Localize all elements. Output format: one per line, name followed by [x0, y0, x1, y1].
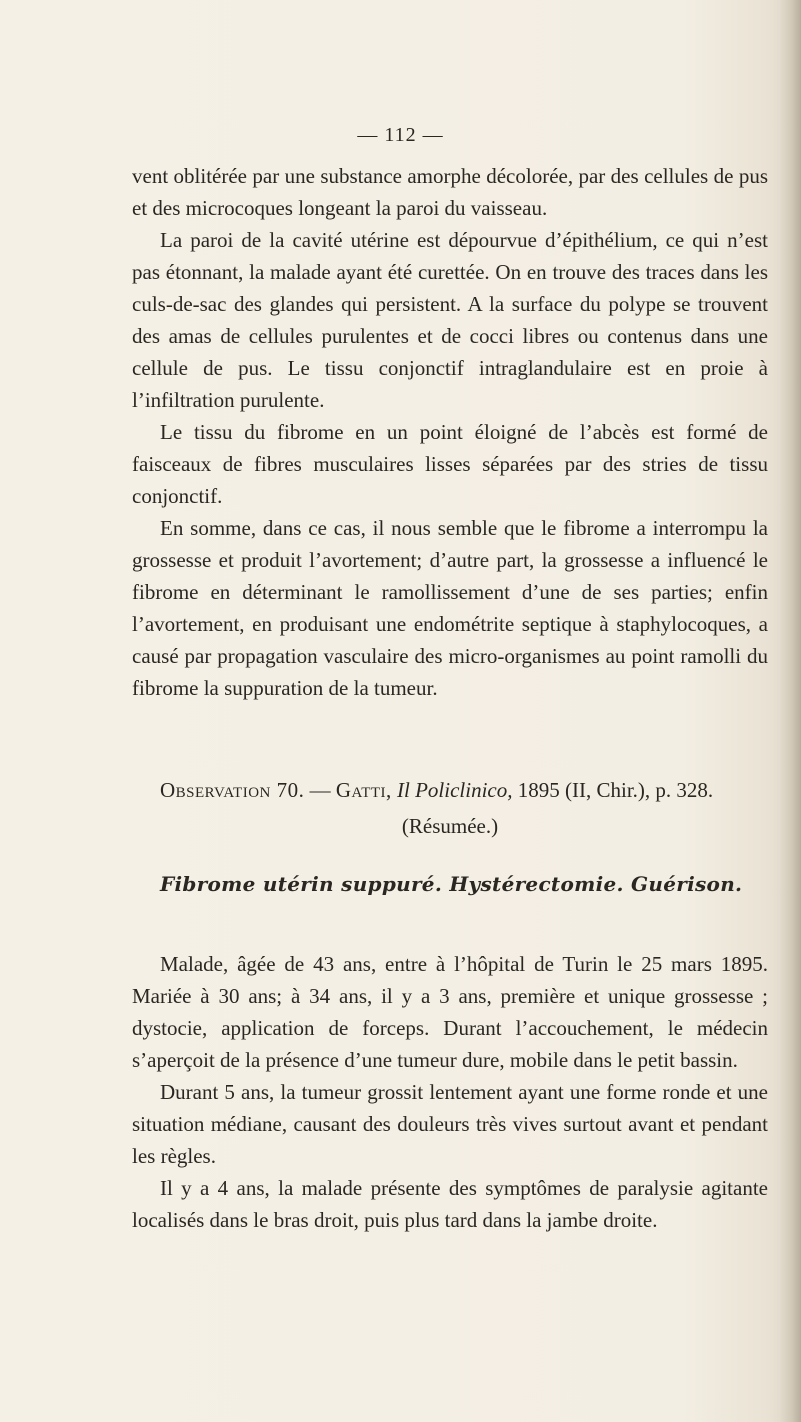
paragraph: Il y a 4 ans, la malade présente des symptômes de paralysie agitante localisés dans le bras droit, puis plus tard dans la jambe droite.: [132, 1176, 768, 1232]
page-number: — 112 —: [357, 124, 444, 146]
paragraph: Le tissu du fibrome en un point éloigné de l’abcès est formé de faisceaux de fibres musculaires lisses séparées par des stries de tissu conjonctif.: [132, 420, 768, 508]
paragraph: La paroi de la cavité utérine est dépourvue d’épithélium, ce qui n’est pas étonnant, la malade ayant été curettée. On en trouve des traces dans les culs-de-sac des glandes qui persistent. A la surface du polype se trouvent des amas de cellules purulentes et de cocci libres ou contenus dans une cellule de pus. Le tissu conjonctif intraglandulaire est en proie à l’infiltration purulente.: [132, 228, 768, 412]
case-title: Fibrome utérin suppuré. Hystérectomie. Guérison.: [160, 872, 743, 896]
continuation-text: [132, 160, 768, 704]
observation-dash: —: [304, 778, 336, 802]
observation-reference-line: [132, 774, 768, 806]
paragraph-continued: vent oblitérée par une substance amorphe décolorée, par des cellules de pus et des microcoques longeant la paroi du vaisseau.: [132, 164, 768, 220]
observation-label: Observation 70.: [160, 778, 305, 802]
paragraph: Durant 5 ans, la tumeur grossit lentement ayant une forme ronde et une situation médiane, causant des douleurs très vives surtout avant et pendant les règles.: [132, 1080, 768, 1168]
paragraph: En somme, dans ce cas, il nous semble que le fibrome a interrompu la grossesse et produit l’avortement; d’autre part, la grossesse a influencé le fibrome en déterminant le ramollissement d’une de ses parties; enfin l’avortement, en produisant une endométrite septique à staphylocoques, a causé par propagation vasculaire des micro-organismes au point ramolli du fibrome la suppuration de la tumeur.: [132, 516, 768, 700]
observation-citation: 1895 (II, Chir.), p. 328.: [512, 778, 714, 802]
page-edge-shadow: [779, 0, 801, 1422]
observation-resume-note: (Résumée.): [401, 814, 499, 838]
observation-header: [132, 774, 768, 900]
paragraph: Malade, âgée de 43 ans, entre à l’hôpital de Turin le 25 mars 1895. Mariée à 30 ans; à 34 ans, il y a 3 ans, première et unique grossesse ; dystocie, application de forceps. Durant l’accouchement, le médecin s’aperçoit de la présence d’une tumeur dure, mobile dans le petit bassin.: [132, 952, 768, 1072]
case-text: [132, 948, 768, 1236]
observation-journal: Il Policlinico,: [397, 778, 513, 802]
observation-author: Gatti,: [335, 778, 392, 802]
